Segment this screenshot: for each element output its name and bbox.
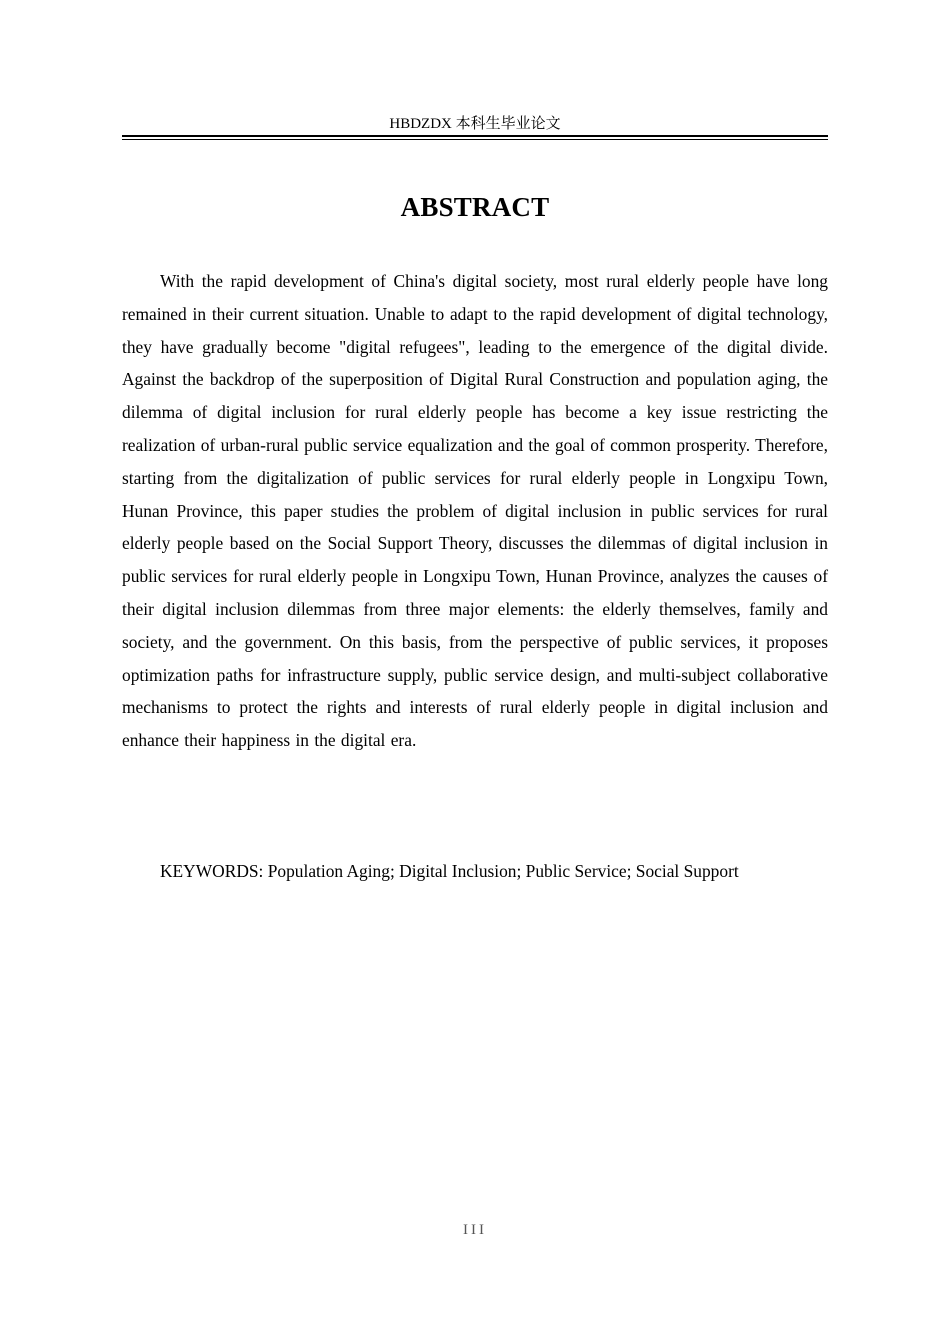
header-double-rule	[122, 135, 828, 140]
header-rule-thin	[122, 139, 828, 140]
page-number: III	[463, 1222, 487, 1238]
keywords-line: KEYWORDS: Population Aging; Digital Inclusion; Public Service; Social Support	[160, 861, 739, 881]
header-rule-thick	[122, 135, 828, 137]
abstract-title: ABSTRACT	[400, 192, 550, 222]
abstract-body	[122, 265, 828, 757]
abstract-paragraph: With the rapid development of China's digital society, most rural elderly people have long remained in their current situation. Unable to adapt to the rapid development of digital technology, they have gradually become "digital refugees", leading to the emergence of the digital divide. Against the backdrop of the superposition of Digital Rural Construction and population aging, the dilemma of digital inclusion for rural elderly people has become a key issue restricting the realization of urban-rural public service equalization and the goal of common prosperity. Therefore, starting from the digitalization of public services for rural elderly people in Longxipu Town, Hunan Province, this paper studies the problem of digital inclusion in public services for rural elderly people based on the Social Support Theory, discusses the dilemmas of digital inclusion in public services for rural elderly people in Longxipu Town, Hunan Province, analyzes the causes of their digital inclusion dilemmas from three major elements: the elderly themselves, family and society, and the government. On this basis, from the perspective of public services, it proposes optimization paths for infrastructure supply, public service design, and multi-subject collaborative mechanisms to protect the rights and interests of rural elderly people in digital inclusion and enhance their happiness in the digital era.	[122, 271, 828, 751]
running-header: HBDZDX 本科生毕业论文	[389, 116, 561, 132]
